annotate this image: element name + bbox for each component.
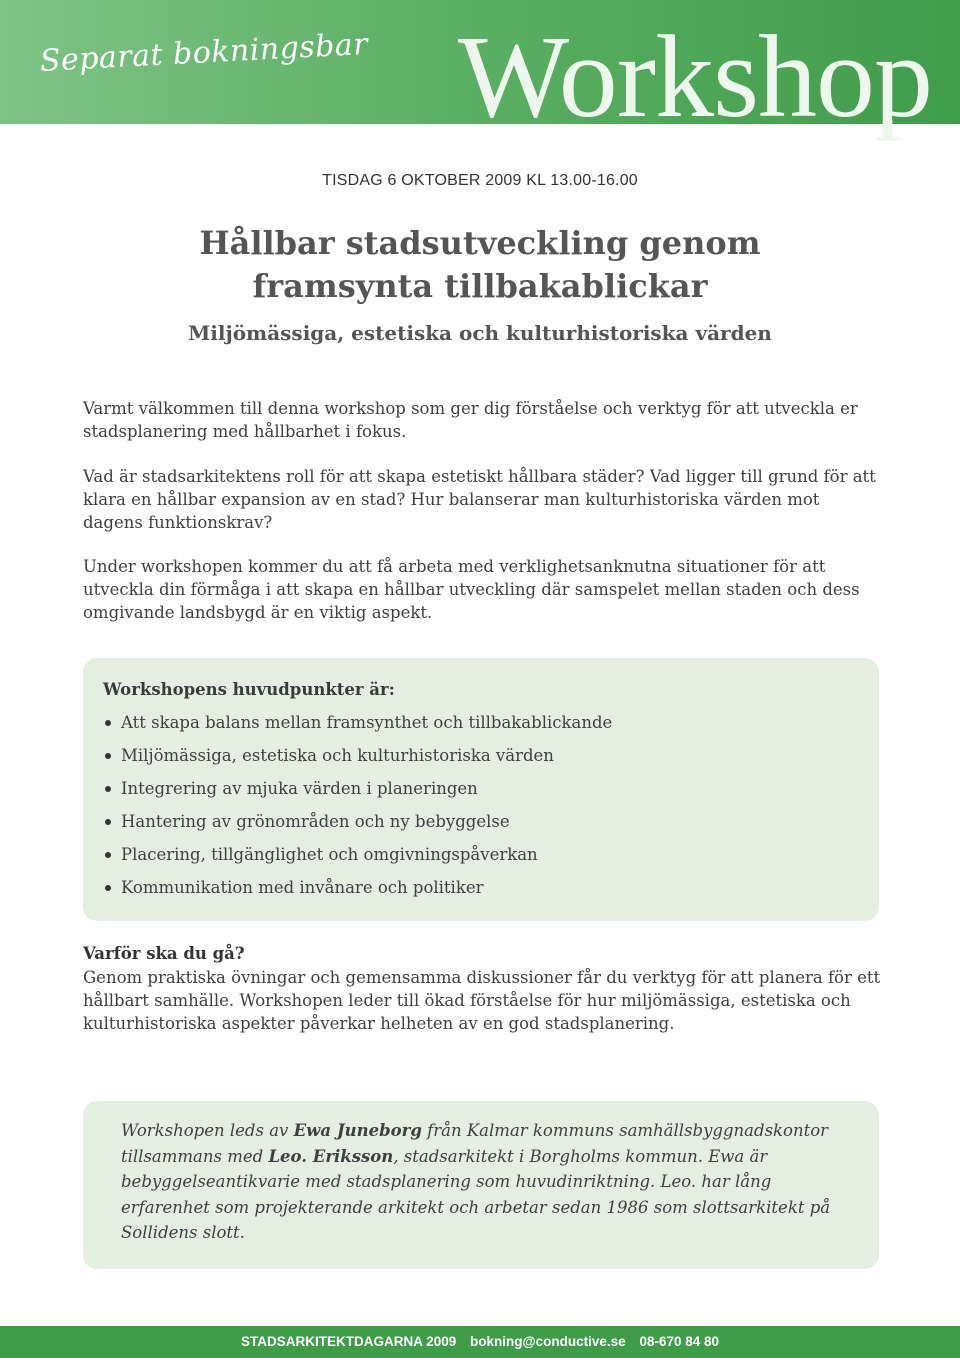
main-points-heading: Workshopens huvudpunkter är: (103, 680, 395, 699)
why-paragraph: Genom praktiska övningar och gemensamma diskussioner får du verktyg för att planera för ett hållbart samhälle. Workshopen leder till ökad förståelse för hur miljömässiga, estetiska och kulturhistoriska aspekter påverkar helheten av en god stadsplanering. (83, 968, 881, 1033)
why-heading: Varför ska du gå? (83, 944, 245, 963)
main-points-box (83, 658, 879, 921)
footer-event-name: STADSARKITEKTDAGARNA 2009 (240, 1334, 457, 1349)
list-item: Integrering av mjuka värden i planeringen (103, 777, 612, 810)
leaders-text-part: från Kalmar kommuns samhällsbyggnadskontor tillsammans med (121, 1121, 829, 1166)
intro-paragraph-3: Under workshopen kommer du att få arbeta med verklighetsanknutna situationer för att utveckla din förmåga i att skapa en hållbar utveckling där samspelet mellan staden och dess omgivande landsbygd är en viktig aspekt. (83, 557, 860, 622)
list-item: Kommunikation med invånare och politiker (103, 876, 612, 909)
leaders-text-part: Workshopen leds av (121, 1121, 294, 1140)
list-item: Att skapa balans mellan framsynthet och tillbakablickande (103, 711, 612, 744)
title-line-1: Hållbar stadsutveckling genom (199, 224, 761, 262)
page-title (0, 222, 960, 308)
footer-email[interactable]: bokning@conductive.se (470, 1334, 626, 1349)
leader-name-ewa: Ewa Juneborg (293, 1121, 422, 1140)
header-tagline: Separat bokningsbar (39, 26, 369, 79)
leader-name-leo: Leo. Eriksson (268, 1146, 394, 1166)
intro-paragraph-2: Vad är stadsarkitektens roll för att skapa estetiskt hållbara städer? Vad ligger till grund för att klara en hållbar expansion av en stad? Hur balanserar man kulturhistoriska värden mot dagens funktionskrav? (83, 467, 876, 532)
header-title: Workshop (457, 11, 932, 142)
leaders-box (83, 1101, 879, 1269)
list-item: Placering, tillgänglighet och omgivningspåverkan (103, 843, 612, 876)
header-banner (0, 0, 960, 142)
leaders-text (121, 1118, 861, 1246)
footer-phone: 08-670 84 80 (639, 1334, 720, 1349)
list-item: Hantering av grönområden och ny bebyggelse (103, 810, 612, 843)
footer-bar (0, 1326, 960, 1358)
leaders-text-part: , stadsarkitekt i Borgholms kommun. Ewa är bebyggelseantikvarie med stadsplanering som huvudinriktning. Leo. har lång erfarenhet som projekterande arkitekt och arbetar sedan 1986 som slottsarkitekt på Sollidens slott. (121, 1146, 831, 1242)
event-date: TISDAG 6 OKTOBER 2009 KL 13.00-16.00 (322, 172, 638, 189)
main-points-list (103, 711, 612, 909)
title-line-2: framsynta tillbakablickar (252, 267, 708, 305)
list-item: Miljömässiga, estetiska och kulturhistoriska värden (103, 744, 612, 777)
page-subtitle: Miljömässiga, estetiska och kulturhistoriska värden (188, 321, 772, 345)
intro-paragraph-1: Varmt välkommen till denna workshop som ger dig förståelse och verktyg för att utveckla er stadsplanering med hållbarhet i fokus. (83, 399, 858, 441)
